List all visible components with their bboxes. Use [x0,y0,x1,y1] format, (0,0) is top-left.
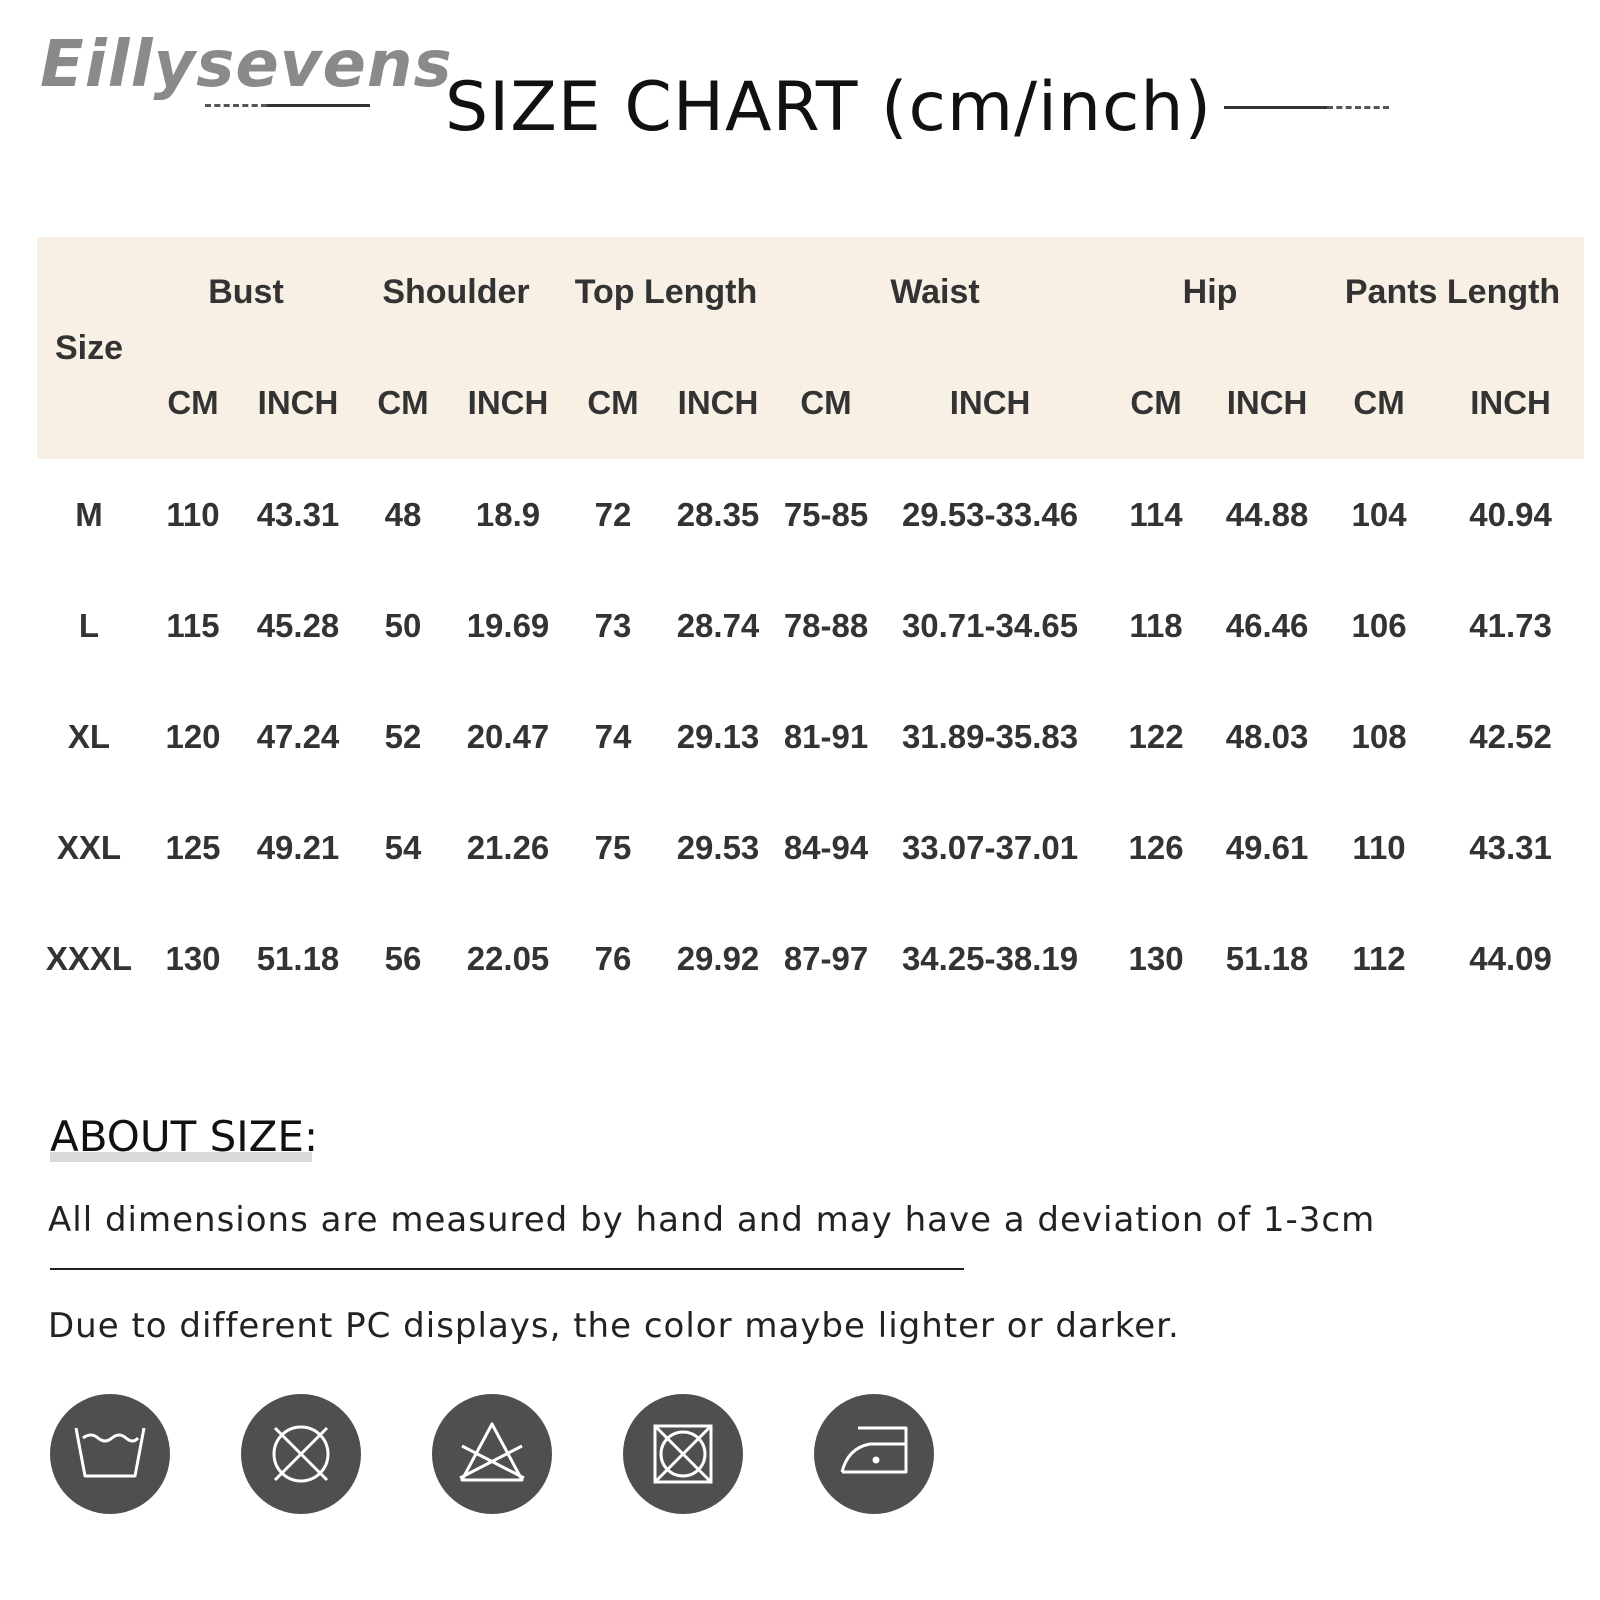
unit-header: CM [1130,384,1182,421]
measurement-cell: 78-88 [783,606,869,644]
measurement-cell: 49.61 [1225,828,1309,866]
measurement-cell: 76 [594,939,632,977]
measurement-cell: 87-97 [783,939,869,977]
measurement-cell: 28.74 [676,606,760,644]
measurement-cell: 125 [165,828,221,866]
column-group-header: Pants Length [1344,272,1561,311]
measurement-cell: 108 [1351,717,1407,755]
measurement-cell: 40.94 [1469,495,1552,533]
hand-wash-icon [50,1394,170,1514]
measurement-cell: 18.9 [475,495,541,533]
table-group-header-row [37,237,1584,347]
do-not-tumble-dry-icon [623,1394,743,1514]
table-body [37,459,1584,1014]
measurement-cell: 47.24 [256,717,340,755]
measurement-cell: 29.53 [676,828,760,866]
measurement-cell: 19.69 [466,606,550,644]
measurement-cell: 118 [1129,606,1183,644]
about-size-title: ABOUT SIZE: [50,1112,319,1161]
measurement-cell: 75-85 [783,495,869,533]
measurement-cell: 130 [165,939,221,977]
brand-logo: Eillysevens [40,28,453,102]
page-title: SIZE CHART (cm/inch) [445,68,1213,147]
measurement-cell: 81-91 [783,717,869,755]
table-row [37,681,1584,792]
unit-header: INCH [467,384,549,421]
measurement-cell: 49.21 [256,828,340,866]
unit-header: CM [1353,384,1405,421]
measurement-cell: 72 [594,495,632,533]
table-row [37,792,1584,903]
measurement-cell: 112 [1352,939,1406,977]
measurement-cell: 74 [594,717,632,755]
size-cell: XL [67,717,111,755]
measurement-cell: 73 [594,606,632,644]
measurement-cell: 44.88 [1225,495,1309,533]
table-row [37,903,1584,1014]
measurement-cell: 84-94 [783,828,869,866]
measurement-cell: 31.89-35.83 [901,717,1079,755]
table-row [37,459,1584,570]
measurement-cell: 120 [165,717,221,755]
size-cell: M [75,495,103,533]
measurement-cell: 21.26 [466,828,550,866]
measurement-cell: 52 [384,717,422,755]
title-deco-right-dash [1327,106,1389,109]
unit-header: INCH [1226,384,1308,421]
measurement-cell: 44.09 [1469,939,1552,977]
measurement-cell: 28.35 [676,495,760,533]
size-cell: L [78,606,100,644]
measurement-cell: 48 [384,495,422,533]
column-group-header: Top Length [574,272,758,311]
measurement-cell: 41.73 [1469,606,1552,644]
measurement-cell: 54 [384,828,422,866]
unit-header: INCH [257,384,339,421]
measurement-cell: 22.05 [466,939,550,977]
column-group-header: Bust [208,272,284,311]
measurement-note: All dimensions are measured by hand and may have a deviation of 1-3cm [48,1200,1376,1240]
measurement-cell: 75 [594,828,632,866]
measurement-cell: 46.46 [1225,606,1309,644]
unit-header: CM [377,384,429,421]
measurement-cell: 42.52 [1469,717,1552,755]
measurement-cell: 110 [166,495,220,533]
measurement-cell: 30.71-34.65 [901,606,1079,644]
size-column-header: Size [54,328,124,367]
unit-header: CM [167,384,219,421]
unit-header: INCH [1470,384,1551,421]
measurement-cell: 114 [1129,495,1183,533]
column-group-header: Shoulder [382,272,530,311]
measurement-cell: 33.07-37.01 [901,828,1079,866]
iron-low-heat-icon [814,1394,934,1514]
table-row [37,570,1584,681]
size-cell: XXL [56,828,122,866]
measurement-cell: 56 [384,939,422,977]
unit-header: CM [587,384,639,421]
measurement-cell: 29.92 [676,939,760,977]
column-group-header: Hip [1182,272,1238,311]
measurement-cell: 122 [1128,717,1184,755]
unit-header: INCH [677,384,759,421]
measurement-cell: 115 [166,606,220,644]
measurement-cell: 48.03 [1225,717,1309,755]
do-not-bleach-icon [432,1394,552,1514]
measurement-cell: 45.28 [256,606,340,644]
title-deco-right-line [1224,106,1327,109]
measurement-cell: 50 [384,606,422,644]
column-group-header: Waist [890,272,980,311]
table-unit-header-row [37,347,1584,459]
color-note: Due to different PC displays, the color maybe lighter or darker. [48,1306,1180,1346]
measurement-cell: 51.18 [1225,939,1309,977]
title-deco-left-dash [205,104,267,107]
title-deco-left-line [267,104,370,107]
size-chart-table [37,237,1584,1014]
measurement-cell: 20.47 [466,717,550,755]
divider [50,1268,964,1270]
size-cell: XXXL [45,939,133,977]
measurement-cell: 43.31 [1469,828,1552,866]
measurement-cell: 106 [1351,606,1407,644]
measurement-cell: 43.31 [256,495,340,533]
measurement-cell: 29.13 [676,717,760,755]
unit-header: INCH [949,384,1031,421]
do-not-dry-clean-icon [241,1394,361,1514]
measurement-cell: 104 [1351,495,1407,533]
unit-header: CM [800,384,852,421]
measurement-cell: 29.53-33.46 [901,495,1079,533]
measurement-cell: 110 [1352,828,1406,866]
measurement-cell: 51.18 [256,939,340,977]
measurement-cell: 34.25-38.19 [901,939,1079,977]
measurement-cell: 130 [1128,939,1184,977]
measurement-cell: 126 [1128,828,1184,866]
